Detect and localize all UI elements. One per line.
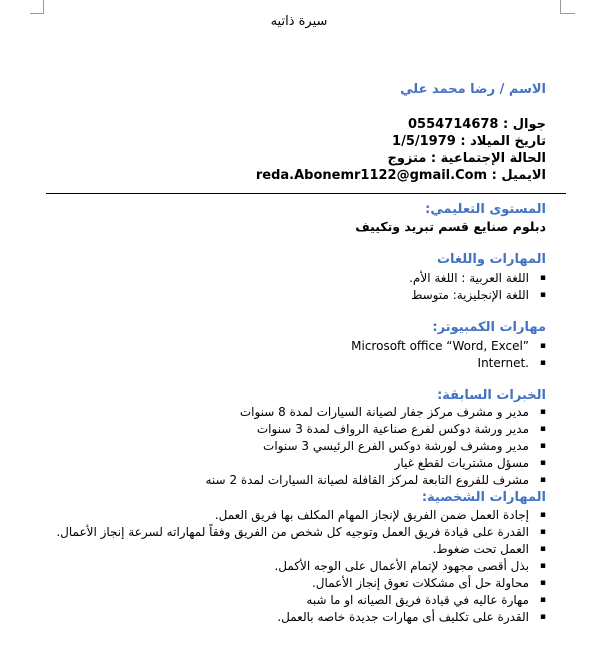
list-item: ▪ Internet. (351, 355, 546, 372)
list-item: ▪ القدرة على تكليف أى مهارات جديدة خاصه بالعمل. (56, 609, 546, 626)
education-value: دبلوم صنايع قسم تبريد وتكييف (355, 219, 546, 234)
list-item: ▪ محاولة حل أى مشكلات تعوق إنجاز الأعمال. (56, 575, 546, 592)
list-item: ▪ مشرف للفروع التابعة لمركز القافلة لصيانة السيارات لمدة 2 سنه (206, 472, 547, 489)
computer-skills-list (351, 338, 546, 372)
person-name: الاسم / رضا محمد علي (400, 82, 546, 97)
marital-status: الحالة الإجتماعية : متزوج (387, 151, 546, 166)
experience-heading: الخبرات السابقة: (437, 388, 546, 403)
education-heading: المستوى التعليمي: (425, 202, 546, 217)
list-item: ▪ Microsoft office “Word, Excel” (351, 338, 546, 355)
birth-date: تاريخ الميلاد : 1/5/1979 (392, 134, 546, 149)
personal-skills-list (56, 507, 546, 626)
personal-skills-heading: المهارات الشخصية: (421, 490, 546, 505)
languages-list (409, 270, 546, 304)
list-item: ▪ اللغة الإنجليزية: متوسط (409, 287, 546, 304)
list-item: ▪ مدير و مشرف مركز جفار لصيانة السيارات لمدة 8 سنوات (206, 404, 547, 421)
list-item: ▪ العمل تحت ضغوط. (56, 541, 546, 558)
section-divider (46, 193, 566, 194)
list-item: ▪ مدير ورشة دوكس لفرع صناعية الرواف لمدة 3 سنوات (206, 421, 547, 438)
email-address: الايميل : reda.Abonemr1122@gmail.Com (255, 168, 546, 183)
experience-list (206, 404, 547, 489)
list-item: ▪ مدير ومشرف لورشة دوكس الفرع الرئيسي 3 سنوات (206, 438, 547, 455)
crop-mark-right (560, 0, 561, 14)
document-title: سيرة ذاتيه (270, 14, 328, 29)
computer-heading: مهارات الكمبيوتر: (432, 320, 546, 335)
list-item: ▪ إجادة العمل ضمن الفريق لإنجاز المهام المكلف بها فريق العمل. (56, 507, 546, 524)
list-item: ▪ مهارة عاليه في قيادة فريق الصيانه او ما شبه (56, 592, 546, 609)
list-item: ▪ القدرة على قيادة فريق العمل وتوجيه كل شخص من الفريق وفقاً لمهاراته لسرعة إنجاز الأعمال. (56, 524, 546, 541)
mobile-number: جوال : 0554714678 (408, 117, 546, 132)
list-item: ▪ مسؤل مشتريات لقطع غيار (206, 455, 547, 472)
list-item: ▪ اللغة العربية : اللغة الأم. (409, 270, 546, 287)
list-item: ▪ بذل أقصى مجهود لإتمام الأعمال على الوجه الأكمل. (56, 558, 546, 575)
crop-mark-left (43, 0, 44, 14)
languages-heading: المهارات واللغات (436, 252, 546, 267)
